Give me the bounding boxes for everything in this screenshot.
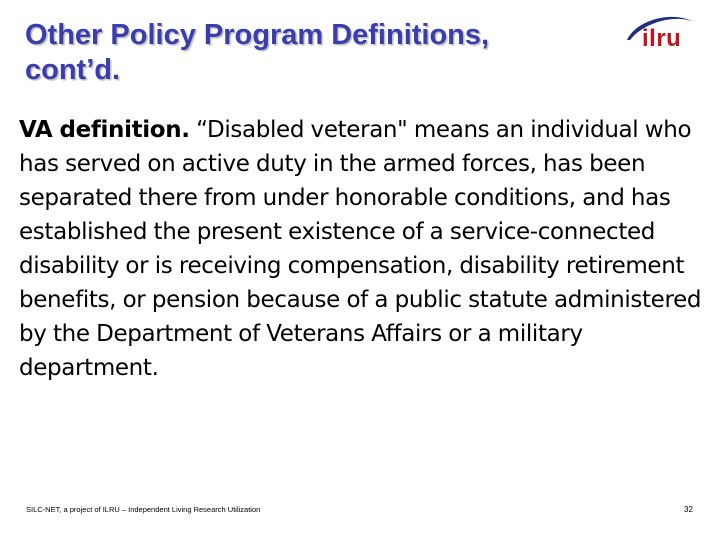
page-number: 32 (684, 505, 693, 514)
definition-paragraph (19, 113, 709, 385)
logo-text: ilru (642, 25, 682, 52)
slide-title: Other Policy Program Definitions, cont’d. (25, 19, 490, 86)
footer-credit: SILC-NET, a project of ILRU – Independent Living Research Utilization (26, 505, 261, 514)
definition-text: “Disabled veteran" means an individual who has served on active duty in the armed forces, has been separated there from under honorable conditions, and has established the present existence of a service-connected disability or is receiving compensation, disability retirement benefits, or pension because of a public statute administered by the Department of Veterans Affairs or a military department. (19, 117, 702, 381)
definition-term: VA definition. (19, 117, 190, 143)
ilru-logo (624, 12, 698, 54)
